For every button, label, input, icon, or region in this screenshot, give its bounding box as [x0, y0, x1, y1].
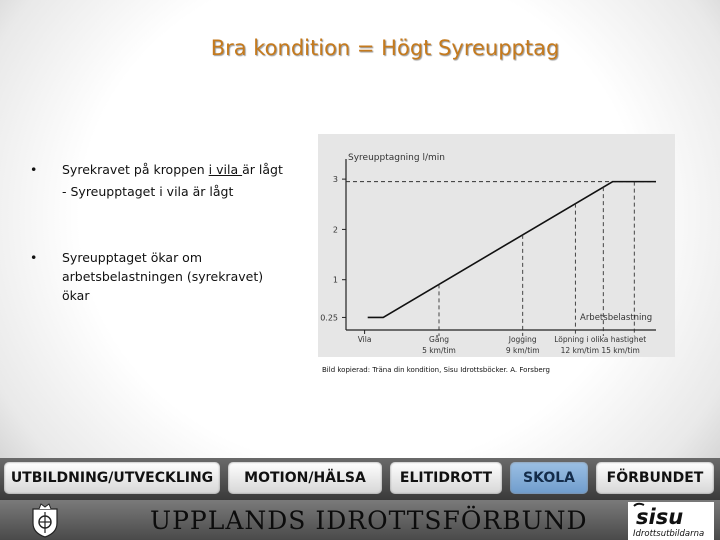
y-tick-label: 3: [332, 175, 338, 185]
y-tick-label: 1: [332, 275, 338, 285]
footer-bar: [0, 500, 720, 540]
sisu-logo-subtext: Idrottsutbildarna: [633, 529, 705, 539]
oxygen-uptake-series-line: [368, 182, 656, 318]
nav-bar: [0, 458, 720, 500]
bullet-1-line-2: - Syreupptaget i vila är lågt: [62, 184, 234, 199]
y-tick-label: 0.25: [320, 313, 338, 323]
bullet-2-line-2: arbetsbelastningen (syrekravet): [62, 269, 264, 284]
tab-forbundet[interactable]: FÖRBUNDET: [596, 462, 714, 494]
x-category-label: Vila: [357, 335, 372, 344]
bullet-dot: •: [30, 162, 38, 177]
bullet-dot: •: [30, 250, 38, 265]
image-caption: Bild kopierad: Träna din kondition, Sisu Idrottsböcker. A. Forsberg: [322, 366, 550, 374]
x-category-sublabel: 12 km/tim 15 km/tim: [560, 346, 640, 355]
bullet-1-text-start: Syrekravet på kroppen: [62, 162, 209, 177]
x-category-label: Jogging: [508, 335, 537, 344]
sisu-logo-text: sisu: [636, 505, 684, 529]
x-axis-label: Arbetsbelastning: [580, 313, 653, 323]
bullet-1-text-end: är lågt: [242, 162, 283, 177]
x-category-label: Gång: [429, 335, 449, 344]
tab-elitidrott[interactable]: ELITIDROTT: [390, 462, 502, 494]
x-category-sublabel: 5 km/tim: [422, 346, 456, 355]
chart-title: Syreupptagning l/min: [348, 153, 445, 163]
bullet-2-line-1: Syreupptaget ökar om: [62, 250, 203, 265]
bullet-1-underlined-text: i vila: [208, 162, 243, 177]
bullet-2-line-3: ökar: [62, 288, 90, 303]
x-category-sublabel: 9 km/tim: [505, 346, 540, 355]
upplands-crest-icon: [30, 503, 60, 538]
slide-title: Bra kondition = Högt Syreupptag: [210, 36, 560, 60]
tab-utbildning-utveckling[interactable]: UTBILDNING/UTVECKLING: [4, 462, 220, 494]
oxygen-uptake-chart: [318, 134, 675, 357]
footer-title: UPPLANDS IDROTTSFÖRBUND: [150, 506, 588, 535]
sisu-logo: [628, 502, 714, 540]
tab-skola[interactable]: SKOLA: [510, 462, 588, 494]
x-category-label: Löpning i olika hastighet: [554, 335, 647, 344]
chart-svg: [318, 134, 675, 357]
y-tick-label: 2: [332, 225, 338, 235]
tab-motion-halsa[interactable]: MOTION/HÄLSA: [228, 462, 382, 494]
